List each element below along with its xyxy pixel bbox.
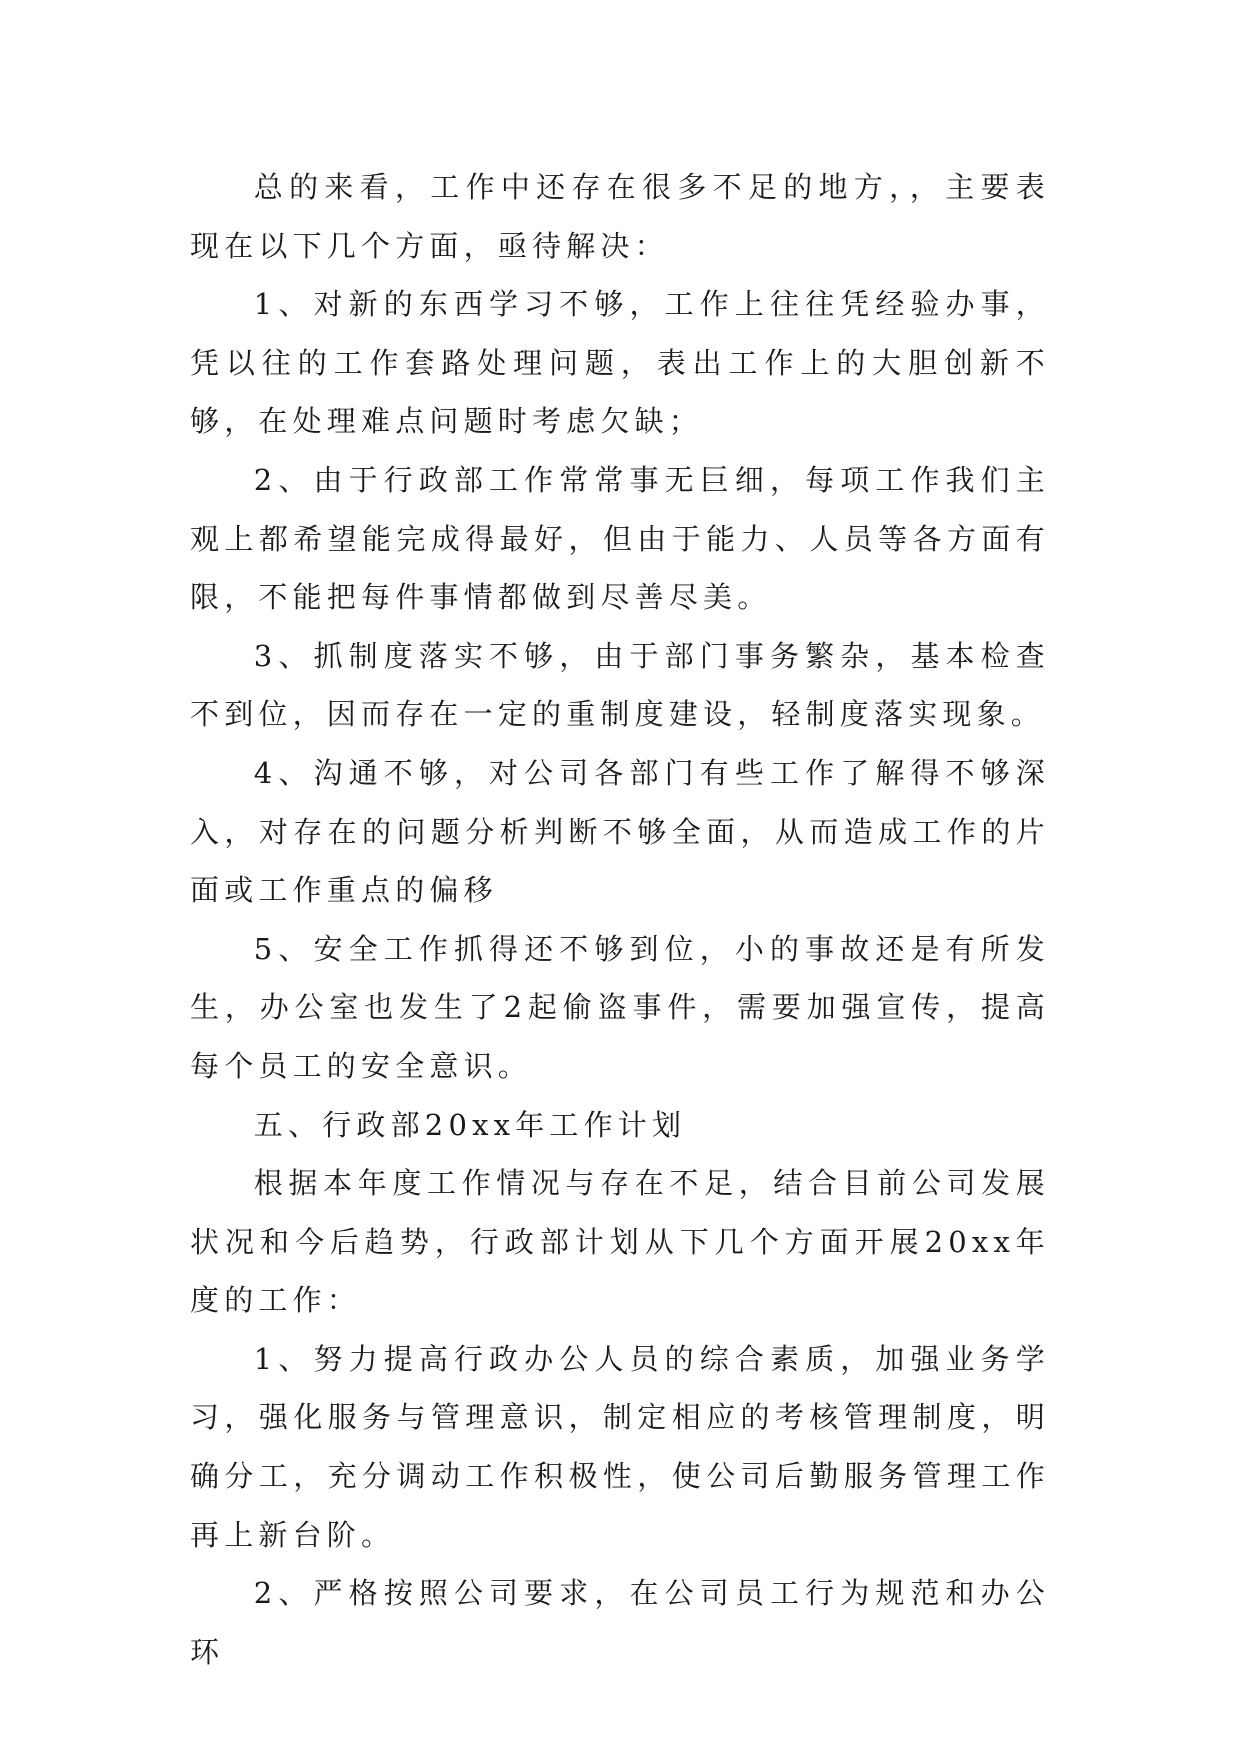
paragraph-issue-4: 4、沟通不够，对公司各部门有些工作了解得不够深入，对存在的问题分析判断不够全面，从而造成工作的片面或工作重点的偏移 [190,755,1050,908]
paragraph-plan-1: 1、努力提高行政办公人员的综合素质，加强业务学习，强化服务与管理意识，制定相应的考核管理制度，明确分工，充分调动工作积极性，使公司后勤服务管理工作再上新台阶。 [190,1341,1050,1552]
paragraph-plan-2: 2、严格按照公司要求，在公司员工行为规范和办公环 [190,1576,1050,1669]
paragraph-summary: 总的来看，工作中还存在很多不足的地方，，主要表现在以下几个方面，亟待解决： [190,170,1050,263]
paragraph-plan-intro: 根据本年度工作情况与存在不足，结合目前公司发展状况和今后趋势，行政部计划从下几个方面开展20xx年度的工作： [190,1166,1050,1318]
paragraph-issue-2: 2、由于行政部工作常常事无巨细，每项工作我们主观上都希望能完成得最好，但由于能力、人员等各方面有限，不能把每件事情都做到尽善尽美。 [190,462,1050,615]
paragraph-issue-5: 5、安全工作抓得还不够到位，小的事故还是有所发生，办公室也发生了2起偷盗事件，需要加强宣传，提高每个员工的安全意识。 [190,931,1050,1083]
document-body [190,158,1050,1681]
paragraph-issue-1: 1、对新的东西学习不够，工作上往往凭经验办事，凭以往的工作套路处理问题，表出工作上的大胆创新不够，在处理难点问题时考虑欠缺； [190,287,1050,439]
section-heading-plan: 五、行政部20xx年工作计划 [253,1107,687,1142]
paragraph-issue-3: 3、抓制度落实不够，由于部门事务繁杂，基本检查不到位，因而存在一定的重制度建设，轻制度落实现象。 [190,638,1050,732]
